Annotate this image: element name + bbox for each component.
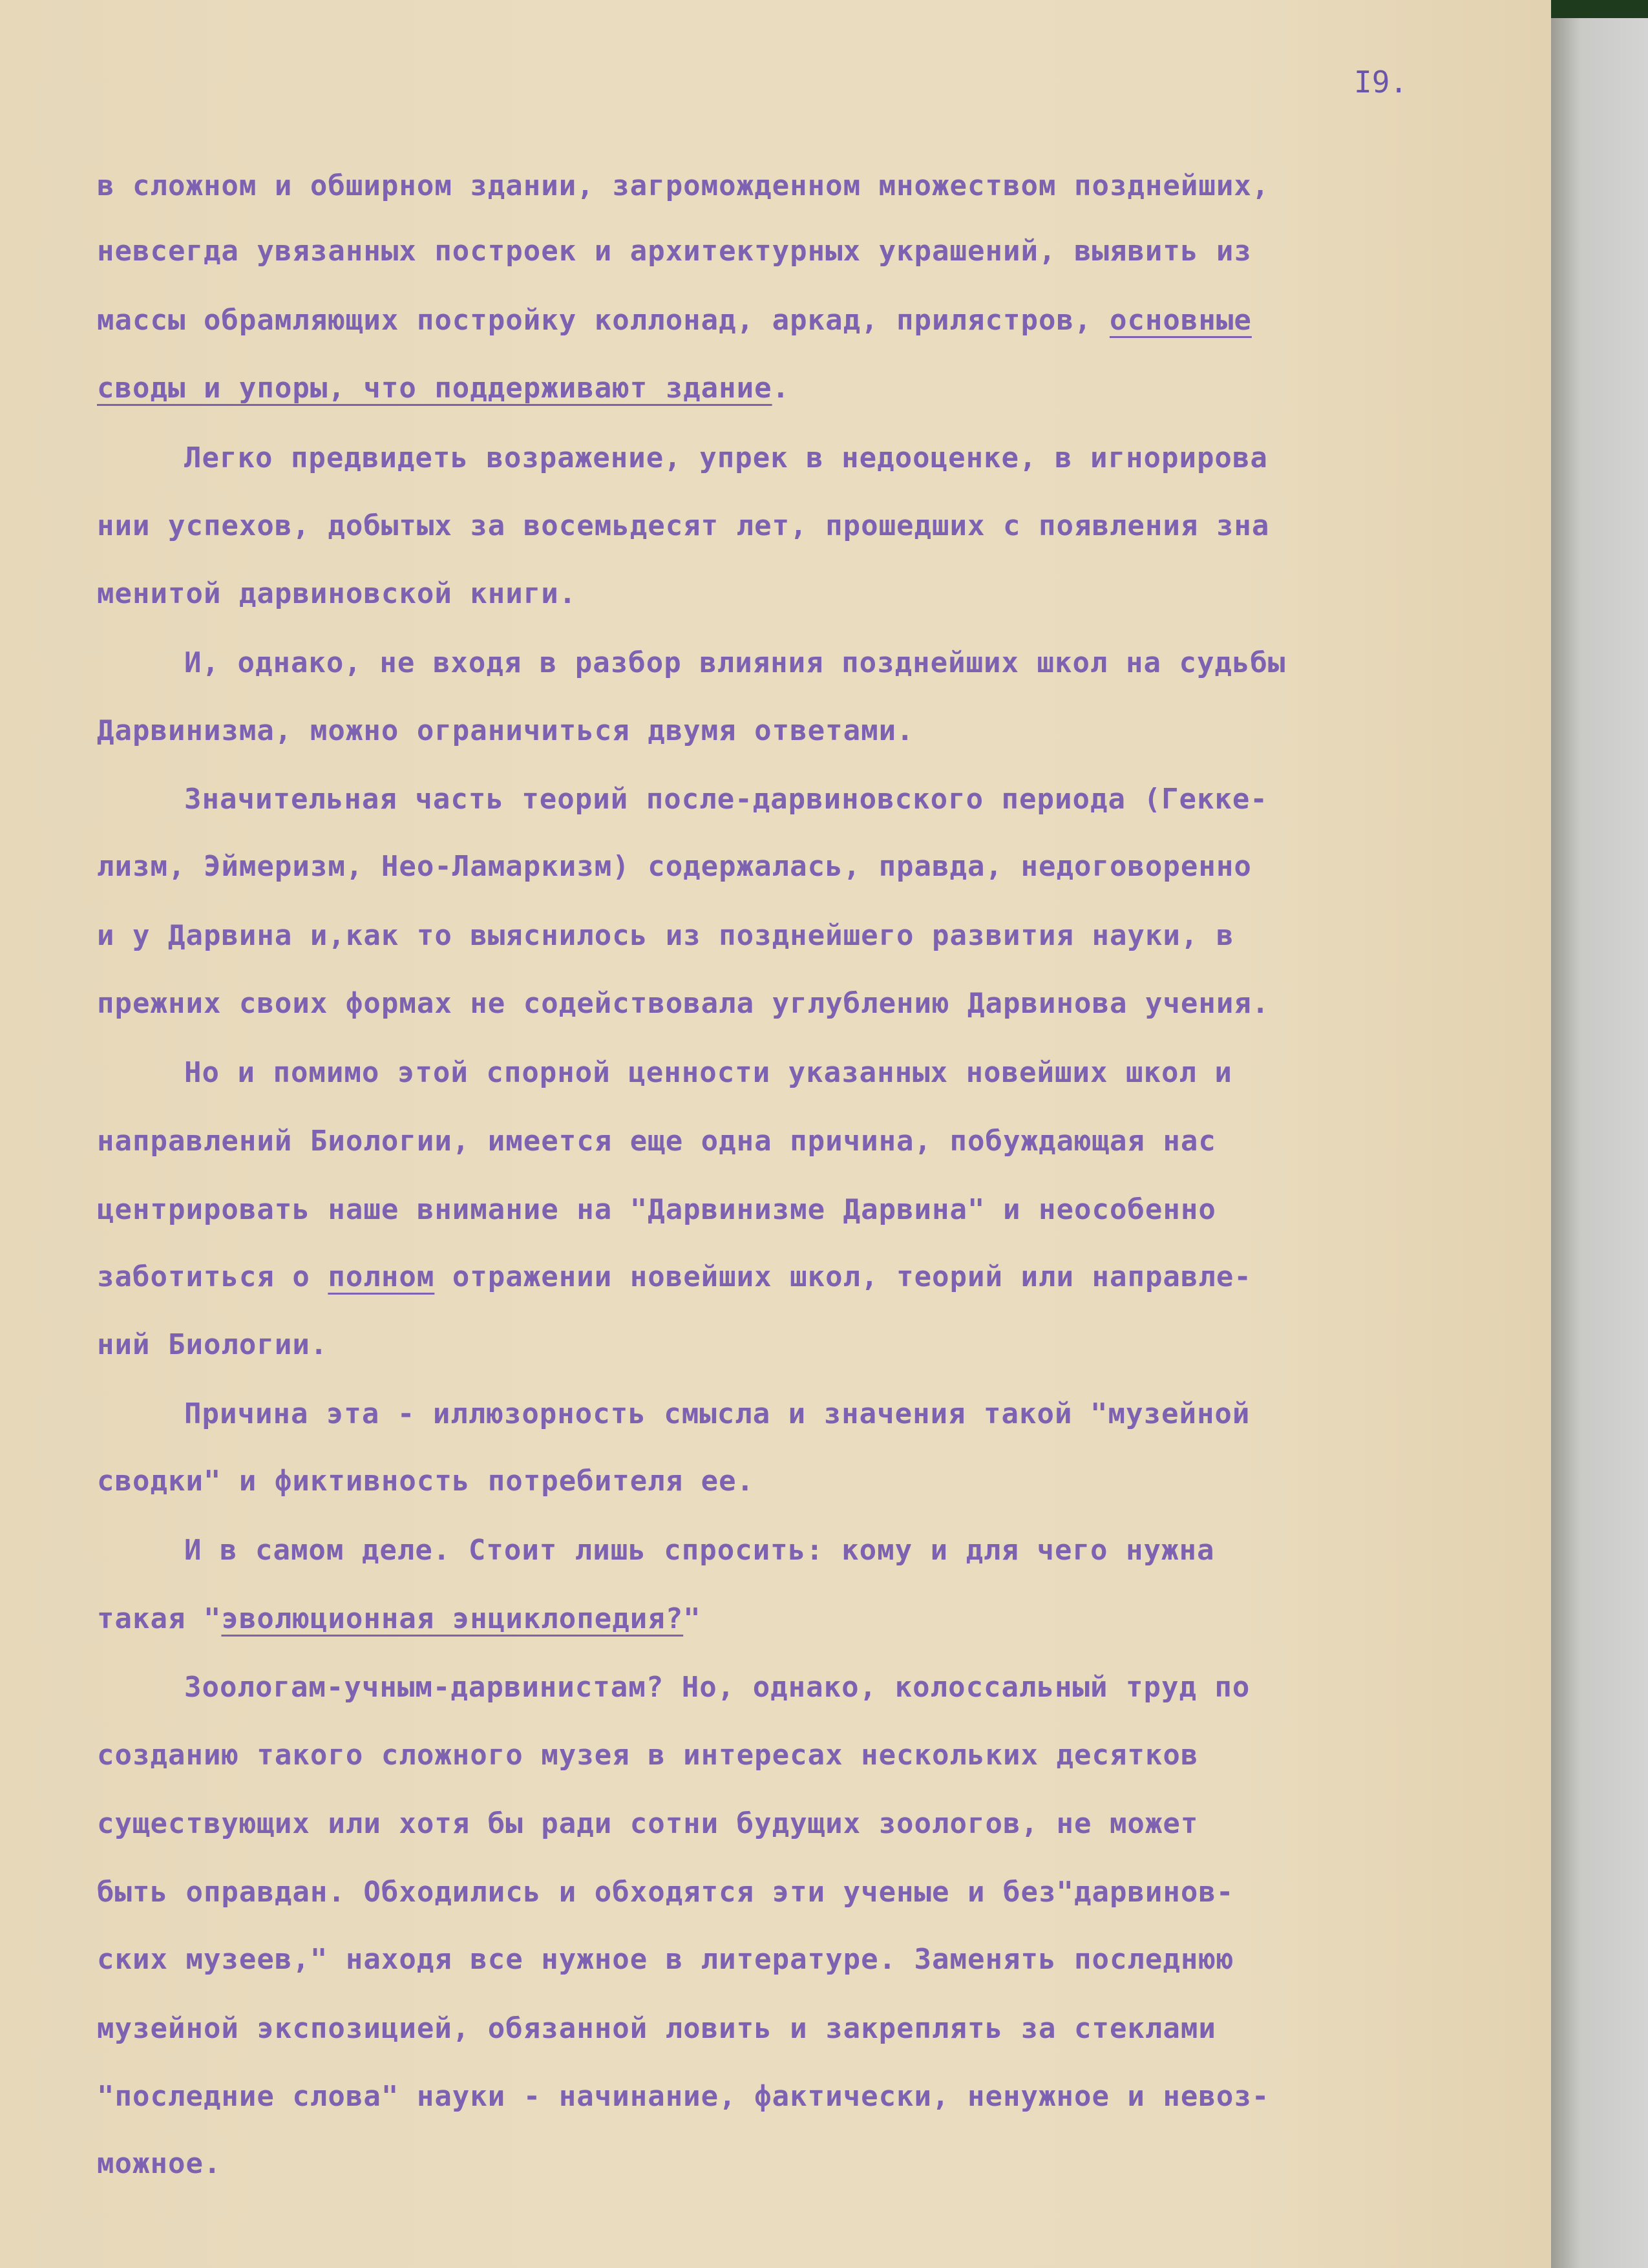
text-line-10: Значительная часть теорий после-дарвиновского периода (Гекке- (184, 783, 1268, 816)
text-line-30: можное. (97, 2147, 222, 2180)
page-number: I9. (1354, 65, 1408, 100)
text-line-6: нии успехов, добытых за восемьдесят лет, прошедших с появления зна (97, 509, 1270, 542)
text-line-20: сводки" и фиктивность потребителя ее. (97, 1465, 755, 1498)
underlined-word: полном (328, 1260, 435, 1293)
text-line-29: "последние слова" науки - начинание, фактически, ненужное и невоз- (97, 2080, 1270, 2113)
scan-corner (1551, 0, 1648, 18)
text-line-18: ний Биологии. (97, 1328, 328, 1361)
underlined-phrase: основные (1109, 304, 1252, 337)
text-line-17: заботиться о полном отражении новейших школ, теорий или направле- (97, 1260, 1252, 1293)
text-line-28: музейной экспозицией, обязанной ловить и закреплять за стеклами (97, 2012, 1216, 2045)
text-line-12: и у Дарвина и,как то выяснилось из позднейшего развития науки, в (97, 919, 1234, 952)
text-line-5: Легко предвидеть возражение, упрек в недооценке, в игнорирова (184, 441, 1268, 474)
text-line-15: направлений Биологии, имеется еще одна причина, побуждающая нас (97, 1125, 1216, 1158)
underlined-phrase: своды и упоры, что поддерживают здание (97, 372, 772, 405)
text-line-14: Но и помимо этой спорной ценности указанных новейших школ и (184, 1056, 1232, 1089)
text-line-25: существующих или хотя бы ради сотни будущих зоологов, не может (97, 1807, 1199, 1840)
text-line-27: ских музеев," находя все нужное в литературе. Заменять последнюю (97, 1943, 1234, 1976)
text-line-2: невсегда увязанных построек и архитектурных украшений, выявить из (97, 235, 1252, 268)
text-line-4: своды и упоры, что поддерживают здание. (97, 372, 790, 405)
text-line-7: менитой дарвиновской книги. (97, 577, 577, 610)
underlined-phrase: эволюционная энциклопедия? (221, 1602, 684, 1635)
text-line-24: созданию такого сложного музея в интересах нескольких десятков (97, 1739, 1199, 1772)
text-line-11: лизм, Эймеризм, Нео-Ламаркизм) содержалась, правда, недоговоренно (97, 850, 1252, 883)
text-line-23: Зоологам-учным-дарвинистам? Но, однако, колоссальный труд по (184, 1671, 1251, 1704)
text-line-16: центрировать наше внимание на "Дарвинизме Дарвина" и неособенно (97, 1193, 1216, 1226)
text-line-9: Дарвинизма, можно ограничиться двумя ответами. (97, 714, 914, 747)
text-line-3: массы обрамляющих постройку коллонад, аркад, прилястров, основные (97, 304, 1252, 337)
text-line-8: И, однако, не входя в разбор влияния позднейших школ на судьбы (184, 646, 1286, 679)
text-line-26: быть оправдан. Обходились и обходятся эти ученые и без"дарвинов- (97, 1876, 1234, 1909)
text-line-19: Причина эта - иллюзорность смысла и значения такой "музейной (184, 1397, 1251, 1430)
text-line-21: И в самом деле. Стоит лишь спросить: кому и для чего нужна (184, 1534, 1215, 1567)
text-line-13: прежних своих формах не содействовала углублению Дарвинова учения. (97, 987, 1270, 1020)
text-line-22: такая "эволюционная энциклопедия?" (97, 1602, 701, 1635)
text-line-1: в сложном и обширном здании, загроможденном множеством позднейших, (97, 169, 1270, 202)
scan-background (1551, 0, 1648, 2268)
